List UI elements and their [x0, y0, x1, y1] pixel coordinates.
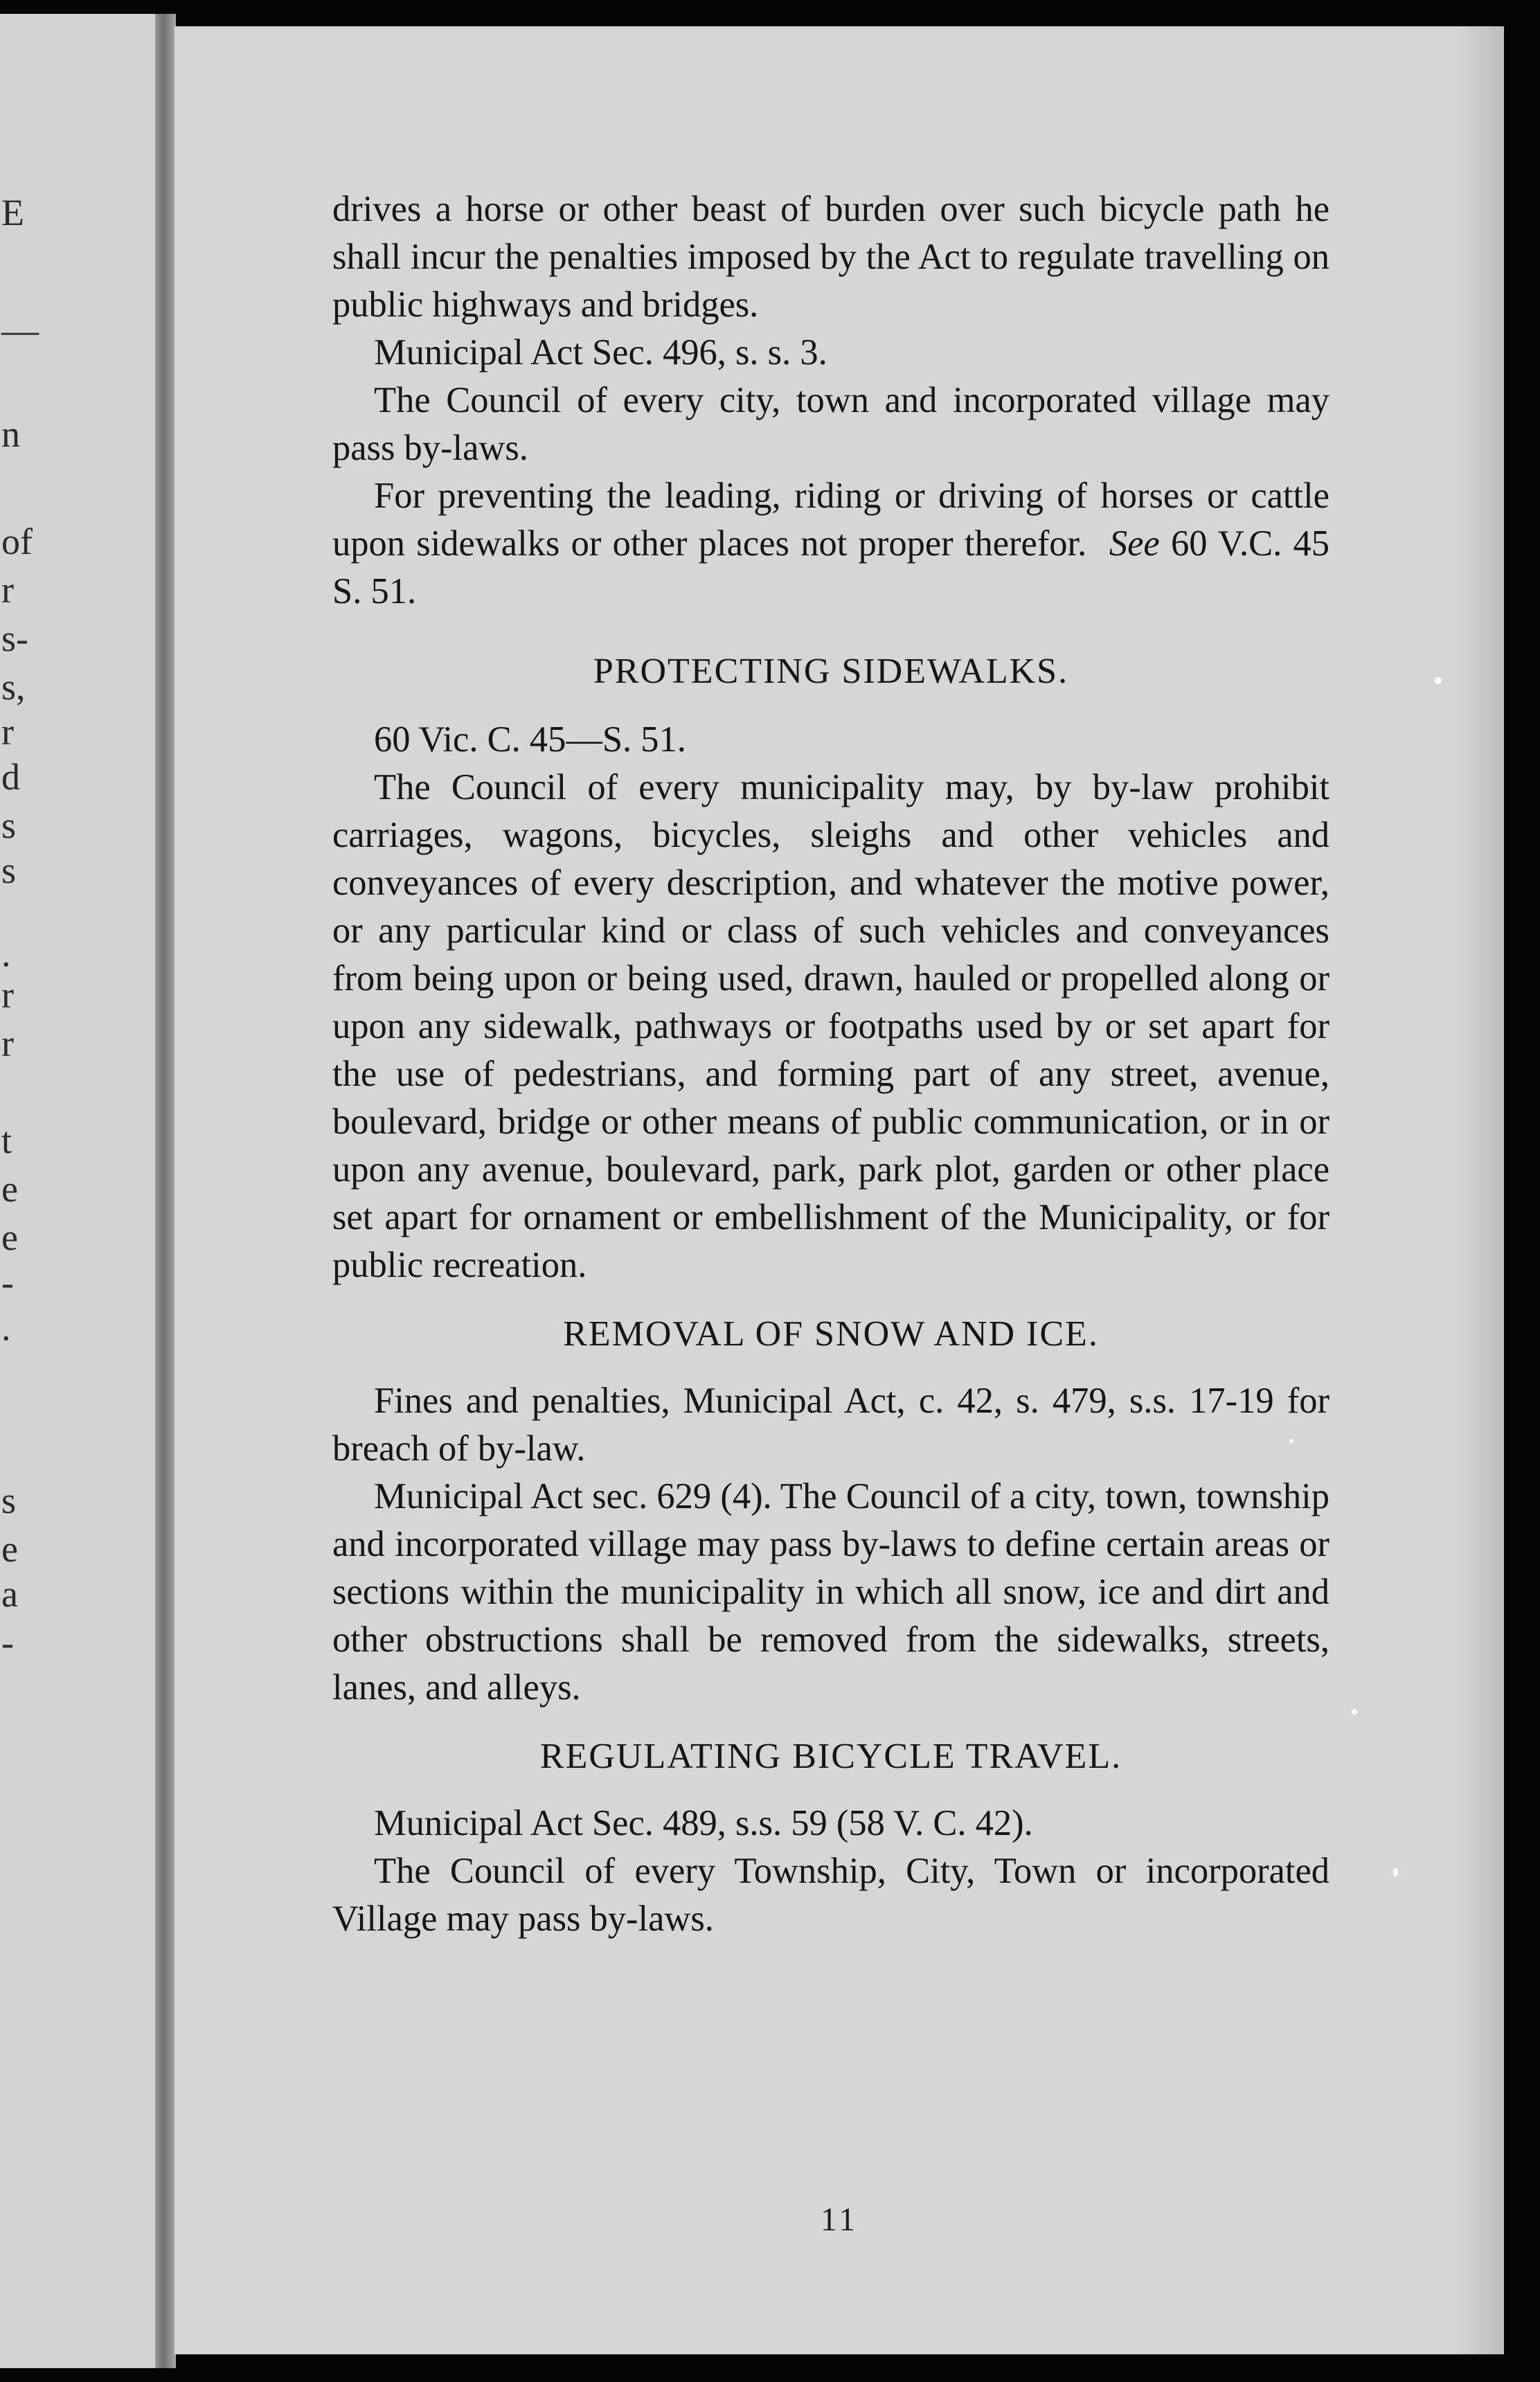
paper-speck	[1435, 677, 1442, 684]
paragraph: Municipal Act Sec. 496, s. s. 3.	[374, 332, 827, 373]
margin-letter: of	[1, 521, 33, 562]
margin-letter: e	[1, 1217, 18, 1258]
margin-letter: s	[1, 805, 17, 846]
margin-letter: .	[1, 1307, 11, 1348]
paper-speck	[1352, 1709, 1357, 1714]
facing-page-edge	[0, 14, 161, 2368]
section-heading: PROTECTING SIDEWALKS.	[593, 652, 1069, 691]
see-reference: See	[1109, 523, 1160, 564]
paragraph	[332, 472, 1329, 616]
margin-letter: n	[1, 413, 20, 455]
book-page	[174, 26, 1504, 2354]
paragraph: Municipal Act sec. 629 (4). The Council of a city, town, township and incorporated village may pass by-laws to define certain areas or sections within the municipality in which all snow, ice and dirt and other obstructions shall be removed from the sidewalks, streets, lanes, and alleys.	[332, 1476, 1329, 1708]
margin-letter: r	[1, 569, 14, 611]
margin-letter: e	[1, 1168, 18, 1210]
margin-letter: —	[1, 310, 39, 351]
paragraph: 60 Vic. C. 45—S. 51.	[374, 719, 686, 760]
section-heading: REGULATING BICYCLE TRAVEL.	[539, 1737, 1122, 1776]
margin-letter: r	[1, 974, 14, 1016]
paragraph: drives a horse or other beast of burden over such bicycle path he shall incur the penalties imposed by the Act to regulate travelling on public highways and bridges.	[332, 189, 1329, 325]
margin-letter: r	[1, 711, 14, 753]
paragraph-text: For preventing the leading, riding or driving of horses or cattle upon sidewalks or other places not proper therefor.	[332, 476, 1329, 564]
page-number: 11	[820, 2201, 859, 2238]
section-heading: REMOVAL OF SNOW AND ICE.	[563, 1314, 1099, 1354]
paragraph: The Council of every municipality may, by by-law prohibit carriages, wagons, bicycles, sleighs and other vehicles and conveyances of every description, and whatever the motive power, or any particular kind or class of such vehicles and conveyances from being upon or being used, drawn, hauled or propelled along or upon any sidewalk, pathways or footpaths used by or set apart for the use of pedestrians, and forming part of any street, avenue, boulevard, bridge or other means of public communication, or in or upon any avenue, boulevard, park, park plot, garden or other place set apart for ornament or embellishment of the Municipality, or for public recreation.	[332, 767, 1329, 1285]
margin-letter: s	[1, 850, 17, 891]
margin-letter: t	[1, 1120, 12, 1161]
margin-letter: r	[1, 1023, 14, 1064]
paragraph: The Council of every Township, City, Town or incorporated Village may pass by-laws.	[332, 1851, 1329, 1939]
margin-letter: -	[1, 1622, 14, 1663]
paragraph: Fines and penalties, Municipal Act, c. 42, s. 479, s.s. 17-19 for breach of by-law.	[332, 1381, 1329, 1469]
page-edge-shadow	[1456, 26, 1504, 2354]
margin-letter: E	[1, 192, 24, 233]
margin-letter: s	[1, 1480, 17, 1521]
margin-letter: a	[1, 1573, 18, 1615]
act-citation: 60 V.C. 45 S. 51.	[332, 523, 1329, 611]
margin-letter: e	[1, 1528, 18, 1570]
margin-letter: -	[1, 1262, 14, 1303]
book-gutter	[155, 14, 176, 2368]
margin-letter: s-	[1, 618, 28, 659]
paragraph: Municipal Act Sec. 489, s.s. 59 (58 V. C. 42).	[374, 1803, 1033, 1843]
margin-letter: .	[1, 933, 11, 974]
paper-speck	[1393, 1868, 1398, 1877]
facing-page-letters	[0, 14, 42, 2368]
page-text	[332, 186, 1329, 1943]
paragraph: The Council of every city, town and incorporated village may pass by-laws.	[332, 380, 1329, 468]
margin-letter: d	[1, 756, 20, 798]
margin-letter: s,	[1, 666, 26, 708]
